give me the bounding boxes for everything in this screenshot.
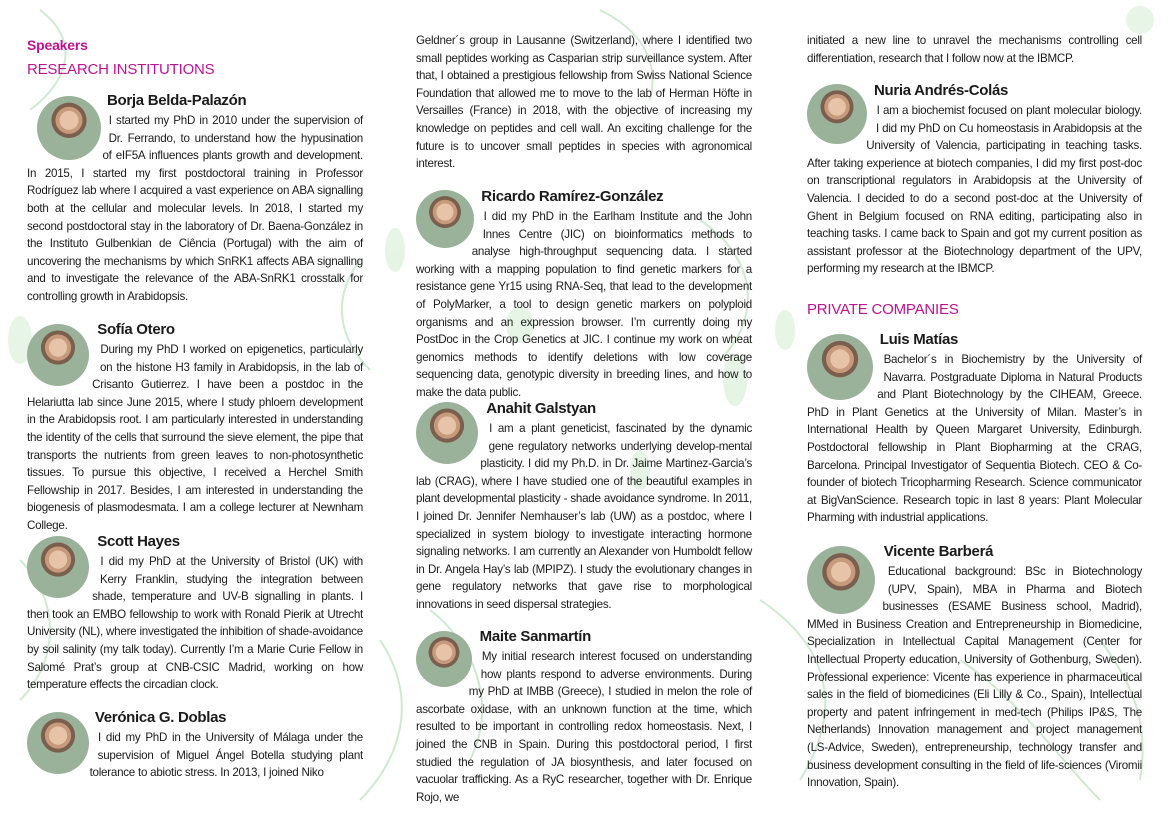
speaker-photo <box>37 96 101 160</box>
speaker-name: Ricardo Ramírez-González <box>481 188 664 205</box>
speaker-photo <box>416 402 478 464</box>
speaker-photo <box>27 324 89 386</box>
speaker-bio: Bachelor´s in Biochemistry by the University of Navarra. Postgraduate Diploma in Natural Products and Plant Biotechnology by the CIHEAM, Greece. PhD in Plant Genetics at the University of Milan. Master’s in International Health by Queen Margaret University, Edinburgh. Postdoctoral fellowship in Plant Biopharming at the CRAG, Barcelona. Principal Investigator of Sequentia Biotech. CEO & Co-founder of biotech Tricopharming Research. Science communicator at BigVanScience. Research topic in last 8 years: Plant Molecular Pharming with industrial applications. <box>807 353 1142 525</box>
speaker-name: Nuria Andrés-Colás <box>873 82 1009 99</box>
research-institutions-heading: RESEARCH INSTITUTIONS <box>27 61 215 78</box>
speaker-bio: I did my PhD at the University of Bristol (UK) with Kerry Franklin, studying the integration between shade, temperature and UV-B signalling in plants. I then took an EMBO fellowship to work with Ronald Pierik at Utrecht University (NL), where investigated the inhibition of shade-avoidance by soil salinity (my talk today). Currently I’m a Marie Curie Fellow in Salomé Prat’s group at CNB-CSIC Madrid, working on how temperature effects the circadian clock. <box>27 555 363 692</box>
speaker-name: Verónica G. Doblas <box>94 709 227 726</box>
speaker-photo <box>807 84 867 144</box>
speaker-name: Sofía Otero <box>97 321 175 338</box>
speaker-bio: I did my PhD in the Earlham Institute and the John Innes Centre (JIC) on bioinformatics methods to analyse high-throughput sequencing data. I started working with a mapping population to find genetic markers for a resistance gene Yr15 using RNA-Seq, that lead to the development of PolyMarker, a tool to design genetic markers on polyploid organisms and an expression browser. I’m currently doing my PostDoc in the Crop Genetics at JIC. I continue my work on wheat genomics methods to identify deletions with low coverage sequencing data, genotypic diversity in breeding lines, and how to make the data public. <box>416 210 752 399</box>
speaker-borja <box>27 92 363 306</box>
speaker-bio: I did my PhD in the University of Málaga under the supervision of Miguel Ángel Botella studying plant tolerance to abiotic stress. In 2013, I joined Niko <box>89 731 363 780</box>
speaker-vicente <box>807 543 1142 792</box>
speaker-name: Borja Belda-Palazón <box>107 92 247 109</box>
speaker-nuria <box>807 82 1142 278</box>
speaker-name: Vicente Barberá <box>883 543 994 560</box>
speaker-ricardo <box>416 188 752 402</box>
speaker-bio: I am a plant geneticist, fascinated by the dynamic gene regulatory networks underlying develop-mental plasticity. I did my Ph.D. in Dr. Jaime Martinez-Garcia’s lab (CRAG), where I have studied one of the beautiful examples in plant developmental plasticity - shade avoidance syndrome. In 2011, I joined Dr. Jennifer Nemhauser’s lab (UW) as a postdoc, where I specialized in system biology to investigate interacting hormone signaling networks. I am currently an Alexander von Humboldt fellow in Dr. Angela Hay’s lab (MPIPZ). I study the evolutionary changes in gene regulatory networks that gave rise to morphological innovations in seed dispersal strategies. <box>416 422 752 611</box>
speaker-name: Scott Hayes <box>97 533 180 550</box>
speaker-photo <box>416 190 474 248</box>
speaker-scott <box>27 533 363 694</box>
speaker-name: Maite Sanmartín <box>479 628 592 645</box>
speaker-bio: My initial research interest focused on understanding how plants respond to adverse environments. During my PhD at IMBB (Greece), I studied in melon the role of ascorbate oxidase, with an unknown function at the time, which resulted to be important in controlling redox homeostasis. Next, I joined the CNB in Spain. During this postdoctoral period, I first studied the regulation of JA biosynthesis, and later focused on vacuolar trafficking. As a RyC researcher, together with Dr. Enrique Rojo, we <box>416 650 752 804</box>
speaker-photo <box>27 536 89 598</box>
speakers-heading: Speakers <box>27 37 88 53</box>
speaker-photo <box>807 546 875 614</box>
speaker-bio: Educational background: BSc in Biotechnology (UPV, Spain), MBA in Pharma and Biotech businesses (ESAME Business school, Madrid), MMed in Business Creation and Entrepreneurship in Biomedicine, Specialization in Intellectual Capital Management (Center for Intellectual Property education, University of Gothenburg, Sweden). Professional experience: Vicente has experience in pharmaceutical sales in the field of biomedicines (Eli Lilly & Co., Spain), Intellectual property and patent infringement in med-tech (Philips IP&S, The Netherlands) Innovation management and project management (LS-Advice, Sweden), entrepreneurship, technology transfer and business development consulting in the field of life-sciences (Viromii Innovation, Spain). <box>807 565 1142 790</box>
private-companies-heading: PRIVATE COMPANIES <box>807 301 959 318</box>
speaker-bio: I started my PhD in 2010 under the supervision of Dr. Ferrando, to understand how the hypusination of eIF5A influences plants growth and development. In 2015, I started my first postdoctoral training in Professor Rodríguez lab where I acquired a vast experience on ABA signalling both at the cellular and molecular levels. In 2018, I started my second postdoctoral stay in the laboratory of Dr. Baena-González in the Instituto Gulbenkian de Ciência (Portugal) with the aim of uncovering the mechanisms by which SnRK1 affects ABA signalling and to investigate the relevance of the ABA-SnRK1 crosstalk for controlling growth in Arabidopsis. <box>27 114 363 303</box>
speaker-photo <box>807 334 873 400</box>
speaker-name: Luis Matías <box>879 331 959 348</box>
speaker-name: Anahit Galstyan <box>486 400 596 417</box>
speaker-photo <box>27 712 89 774</box>
speaker-anahit <box>416 400 752 614</box>
bio-continuation: Geldner´s group in Lausanne (Switzerland), where I identified two small peptides working as Casparian strip surveillance system. After that, I obtained a prestigious fellowship from Swiss National Science Foundation that allowed me to move to the lab of Herman Höfte in Versailles (France) in 2018, with the objective of increasing my knowledge on peptides and cell wall. An exciting challenge for the future is to uncover small peptides in species with agronomical interest. <box>416 34 752 171</box>
speaker-maite <box>416 628 752 806</box>
speaker-photo <box>416 631 472 687</box>
speaker-luis <box>807 331 1142 527</box>
speaker-bio: I am a biochemist focused on plant molecular biology. I did my PhD on Cu homeostasis in Arabidopsis at the University of Valencia, participating in teaching tasks. After taking experience at biotech companies, I did my first post-doc on transcriptional regulators in Arabidopsis at the University of Valencia. I decided to do a second post-doc at the University of Ghent in Belgium focused on RNA editing, participating also in teaching tasks. I came back to Spain and got my current position as assistant professor at the Biotechnology department of the UPV, performing my research at the IBMCP. <box>807 104 1142 276</box>
speaker-sofia <box>27 321 363 535</box>
speaker-veronica <box>27 709 363 782</box>
speaker-bio: During my PhD I worked on epigenetics, particularly on the histone H3 family in Arabidopsis, in the lab of Crisanto Gutierrez. I have been a postdoc in the Helariutta lab since June 2015, where I study phloem development in the Arabidopsis root. I am particularly interested in understanding the identity of the cells that surround the sieve element, the pipe that transports the nutrients from green leaves to non-photosynthetic tissues. To pursue this objective, I received a Herchel Smith Fellowship in 2017. Besides, I am interested in understanding the biogenesis of plasmodesmata. I am a college lecturer at Newnham College. <box>27 343 363 532</box>
bio-continuation: initiated a new line to unravel the mechanisms controlling cell differentiation, research that I follow now at the IBMCP. <box>807 34 1142 65</box>
